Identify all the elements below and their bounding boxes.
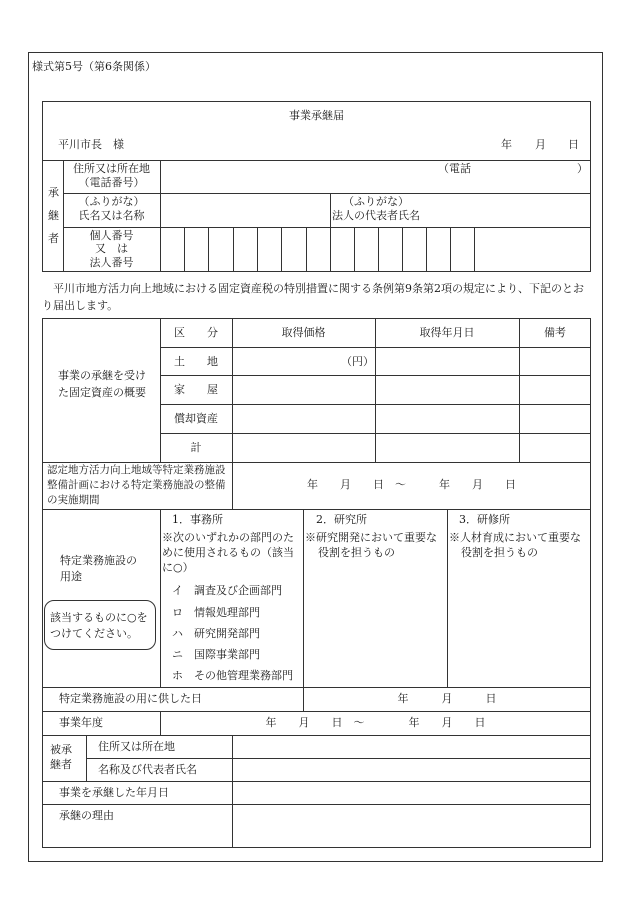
- header-note: 備考: [544, 326, 566, 339]
- date-day: 日: [568, 138, 579, 151]
- divider: [63, 193, 591, 194]
- plan-label: 認定地方活力向上地域等特定業務施設整備計画における特定業務施設の整備の実施期間: [47, 464, 226, 506]
- predecessor-name-label: 名称及び代表者氏名: [98, 763, 197, 776]
- predecessor-side-label-1: 被承: [50, 743, 72, 756]
- name-furigana-label: （ふりがな）: [78, 195, 145, 208]
- phone-label: （電話番号）: [78, 176, 145, 189]
- office-title[interactable]: 1．事務所: [172, 513, 223, 526]
- department-item[interactable]: ホ その他管理業務部門: [172, 669, 293, 682]
- reason-label: 承継の理由: [59, 809, 114, 822]
- plan-period: 年 月 日 ～ 年 月 日: [307, 478, 516, 491]
- phone-open: （電話: [438, 162, 471, 175]
- fiscal-year-label: 事業年度: [59, 716, 103, 729]
- use-date-value: 年 月 日: [397, 692, 497, 705]
- facility-note-1: 該当するものに○を: [50, 611, 148, 624]
- row-land: 土 地: [174, 355, 218, 368]
- date-year: 年: [501, 138, 512, 151]
- facility-label-1: 特定業務施設の: [60, 554, 137, 567]
- id-label-3: 法人番号: [89, 256, 134, 269]
- divider: [160, 160, 161, 272]
- successor-side-label-1: 承: [48, 186, 59, 199]
- predecessor-address-label: 住所又は所在地: [98, 740, 175, 753]
- row-building: 家 屋: [174, 383, 218, 396]
- training-title[interactable]: 3．研修所: [459, 513, 510, 526]
- succession-date-label: 事業を承継した年月日: [59, 786, 169, 799]
- department-item[interactable]: ロ 情報処理部門: [172, 606, 260, 619]
- lab-desc-1: ※研究開発において重要な: [305, 531, 437, 544]
- rep-label: 法人の代表者氏名: [332, 209, 420, 222]
- office-desc-1: ※次のいずれかの部門のた: [162, 531, 294, 544]
- office-desc-2: めに使用されるもの（該当: [162, 546, 294, 559]
- successor-side-label-3: 者: [48, 232, 59, 245]
- assets-section-label: 事業の承継を受けた固定資産の概要: [58, 369, 146, 399]
- statement: 平川市地方活力向上地域における固定資産税の特別措置に関する条例第9条第2項の規定により、下記のとおり届出します。: [42, 282, 584, 312]
- use-date-label: 特定業務施設の用に供した日: [59, 692, 202, 705]
- date-month: 月: [535, 138, 546, 151]
- addressee: 平川市長 様: [58, 138, 124, 151]
- facility-note-2: つけてください。: [50, 627, 138, 640]
- id-label-2: 又 は: [95, 242, 128, 255]
- phone-close: ）: [577, 162, 588, 175]
- form-number: 様式第5号（第6条関係）: [32, 60, 156, 73]
- lab-desc-2: 役割を担うもの: [318, 546, 395, 559]
- training-desc-2: 役割を担うもの: [461, 546, 538, 559]
- rep-furigana-label: （ふりがな）: [343, 195, 409, 208]
- header-price: 取得価格: [281, 326, 326, 339]
- predecessor-side-label-2: 継者: [50, 758, 72, 771]
- name-label: 氏名又は名称: [78, 209, 145, 222]
- address-label: 住所又は所在地: [73, 162, 150, 175]
- lab-title[interactable]: 2．研究所: [316, 513, 367, 526]
- office-desc-3: に○）: [162, 561, 194, 574]
- training-desc-1: ※人材育成において重要な: [449, 531, 581, 544]
- department-item[interactable]: イ 調査及び企画部門: [172, 584, 282, 597]
- form-title: 事業承継届: [289, 109, 344, 122]
- facility-label-2: 用途: [60, 570, 82, 583]
- row-total: 計: [190, 441, 202, 454]
- divider: [42, 160, 591, 161]
- id-label-1: 個人番号: [89, 229, 134, 242]
- successor-side-label-2: 継: [48, 209, 59, 222]
- department-item[interactable]: ハ 研究開発部門: [172, 627, 260, 640]
- department-item[interactable]: ニ 国際事業部門: [172, 648, 260, 661]
- header-category: 区 分: [174, 326, 218, 339]
- divider: [63, 227, 591, 228]
- row-depreciable: 償却資産: [174, 412, 218, 425]
- yen-unit: （円）: [341, 355, 374, 368]
- header-date: 取得年月日: [419, 326, 475, 339]
- fiscal-year-value: 年 月 日 ～ 年 月 日: [265, 716, 486, 729]
